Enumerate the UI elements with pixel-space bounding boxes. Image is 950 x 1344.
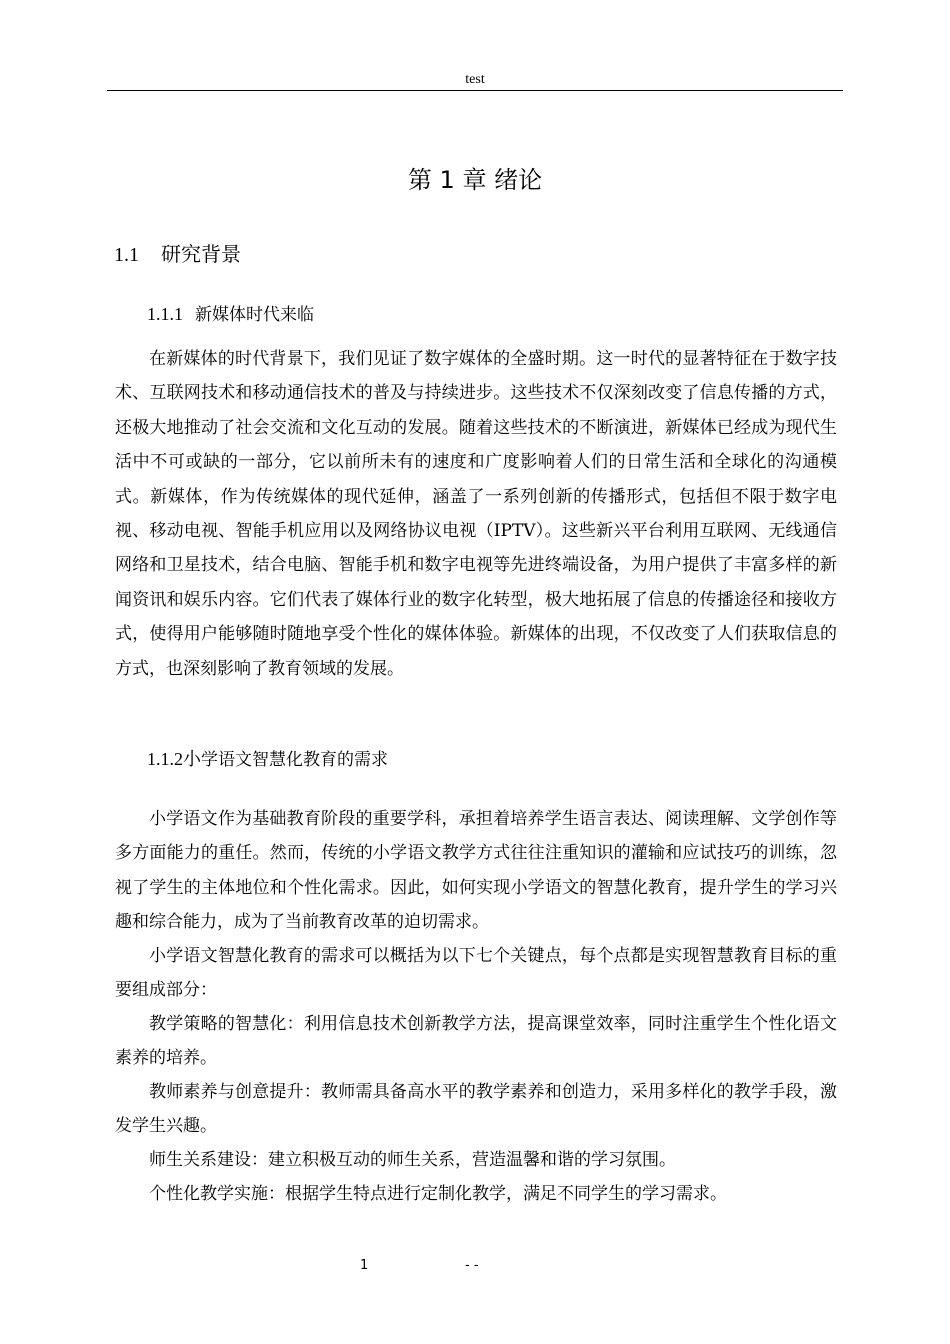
paragraph: 个性化教学实施：根据学生特点进行定制化教学，满足不同学生的学习需求。 [149,1184,727,1204]
section-title-lead: 小 [183,749,201,770]
section-number: 1.1.1 [147,304,183,324]
paragraph: 小学语文智慧化教育的需求可以概括为以下七个关键点，每个点都是实现智慧教育目标的重要组成部分： [115,946,837,1001]
page-number: 1 [360,1258,369,1273]
chapter-title: 第 1 章 绪论 [407,166,543,194]
footer-marks: - - [465,1258,479,1273]
header-rule [107,90,843,91]
section-title: 学语文智慧化教育的需求 [201,750,388,770]
paragraph: 教师素养与创意提升：教师需具备高水平的教学素养和创造力，采用多样化的教学手段，激发学生兴趣。 [115,1082,837,1137]
paragraph: 师生关系建设：建立积极互动的师生关系，营造温馨和谐的学习氛围。 [149,1150,676,1170]
section-number: 1.1 [114,244,139,266]
section-heading-1-1-1 [147,300,314,325]
section-title: 研究背景 [161,242,241,266]
section-number: 1.1.2 [147,749,183,769]
section-title: 新媒体时代来临 [195,305,314,325]
section-heading-1-1-2 [147,745,388,771]
paragraph: 小学语文作为基础教育阶段的重要学科，承担着培养学生语言表达、阅读理解、文学创作等多方面能力的重任。然而，传统的小学语文教学方式往往注重知识的灌输和应试技巧的训练，忽视了学生的主体地位和个性化需求。因此，如何实现小学语文的智慧化教育，提升学生的学习兴趣和综合能力，成为了当前教育改革的迫切需求。 [115,809,837,933]
page-header: test [465,72,485,87]
paragraph: 教学策略的智慧化：利用信息技术创新教学方法，提高课堂效率，同时注重学生个性化语文素养的培养。 [115,1014,837,1069]
section-heading-1-1 [114,238,241,267]
paragraph-new-media: 在新媒体的时代背景下，我们见证了数字媒体的全盛时期。这一时代的显著特征在于数字技术、互联网技术和移动通信技术的普及与持续进步。这些技术不仅深刻改变了信息传播的方式，还极大地推动了社会交流和文化互动的发展。随着这些技术的不断演进，新媒体已经成为现代生活中不可或缺的一部分，它以前所未有的速度和广度影响着人们的日常生活和全球化的沟通模式。新媒体，作为传统媒体的现代延伸，涵盖了一系列创新的传播形式，包括但不限于数字电视、移动电视、智能手机应用以及网络协议电视（IPTV）。这些新兴平台利用互联网、无线通信网络和卫星技术，结合电脑、智能手机和数字电视等先进终端设备，为用户提供了丰富多样的新闻资讯和娱乐内容。它们代表了媒体行业的数字化转型，极大地拓展了信息的传播途径和接收方式，使得用户能够随时随地享受个性化的媒体体验。新媒体的出现，不仅改变了人们获取信息的方式，也深刻影响了教育领域的发展。 [115,349,837,679]
